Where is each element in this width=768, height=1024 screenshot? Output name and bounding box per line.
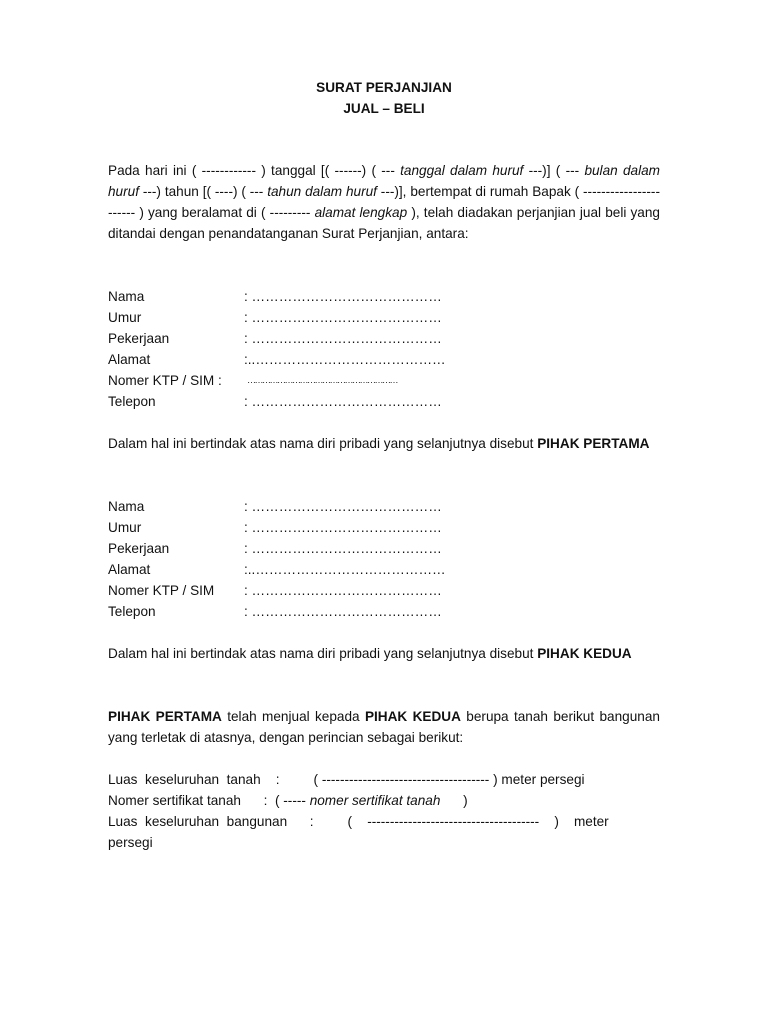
sale-text-1: telah menjual kepada [221,709,365,724]
party1-statement [108,433,660,454]
intro-paragraph [108,160,660,244]
party1-field-row [108,391,660,412]
field-label: Nama [108,499,145,514]
document-title [0,77,768,119]
field-value: : …………………………………… [244,394,442,409]
party2-field-row [108,517,660,538]
party2-statement-bold: PIHAK KEDUA [537,646,632,661]
land-details [108,769,660,853]
sale-statement [108,706,660,748]
intro-text-9: ), telah diadakan perjanjian jual beli yang ditandai dengan penandatanganan Surat Perjanjian, antara: [108,205,660,241]
building-area-unit: persegi [108,835,153,850]
party2-statement-plain: Dalam hal ini bertindak atas nama diri pribadi yang selanjutnya disebut [108,646,538,661]
field-label: Umur [108,310,142,325]
field-value: :..…………………………………… [244,562,446,577]
sale-text-2: berupa tanah berikut bangunan yang terletak di atasnya, dengan perincian sebagai berikut: [108,709,660,745]
sale-statement-text [108,706,660,748]
party1-field-row [108,328,660,349]
party1-field-row [108,370,660,391]
field-label: Nomer KTP / SIM : [108,373,222,388]
intro-paragraph-block [108,160,660,244]
field-value: : …………………………………… [244,583,442,598]
field-value: :..…………………………………… [244,352,446,367]
sale-party2-bold: PIHAK KEDUA [364,709,461,724]
intro-italic-month: bulan dalam huruf [108,163,661,199]
field-label: Pekerjaan [108,541,170,556]
party2-statement [108,643,660,664]
party1-statement-bold: PIHAK PERTAMA [537,436,650,451]
intro-text-5: ---) tahun [( ----) ( --- [138,184,268,199]
party2-fields [108,496,660,622]
intro-italic-address: alamat lengkap [314,205,408,220]
party1-field-row [108,349,660,370]
field-label: Pekerjaan [108,331,170,346]
title-line-2: JUAL – BELI [343,101,425,116]
party2-field-row [108,559,660,580]
title-line-1: SURAT PERJANJIAN [316,80,452,95]
certificate-post: ) [440,793,468,808]
party2-field-row [108,538,660,559]
intro-text-1: Pada hari ini ( ------------ ) tanggal [( ------) ( --- [108,163,401,178]
party1-field-row [108,307,660,328]
field-label: Telepon [108,604,156,619]
party1-statement-text [108,433,660,454]
party1-statement-plain: Dalam hal ini bertindak atas nama diri pribadi yang selanjutnya disebut [108,436,538,451]
party1-field-row [108,286,660,307]
building-area-row: Luas keseluruhan bangunan : ( -------------------------------------- ) meter [108,814,609,829]
field-label: Alamat [108,352,151,367]
intro-italic-year: tahun dalam huruf [267,184,377,199]
field-value: : …………………………………… [244,520,442,535]
field-label: Umur [108,520,142,535]
party2-field-row [108,496,660,517]
certificate-row [108,790,660,811]
field-label: Nama [108,289,145,304]
field-value: : …………………………………… [244,310,442,325]
party1-fields [108,286,660,412]
field-label: Alamat [108,562,151,577]
field-label: Telepon [108,394,156,409]
party2-field-row [108,580,660,601]
sale-party1-bold: PIHAK PERTAMA [108,709,222,724]
land-area-row: Luas keseluruhan tanah : ( ------------------------------------- ) meter persegi [108,772,585,787]
field-value: : …………………………………… [244,604,442,619]
intro-text-3: ---)] ( --- [523,163,585,178]
field-value: : …………………………………… [244,541,442,556]
party2-field-row [108,601,660,622]
party2-statement-text [108,643,660,664]
intro-text-7: ---)], bertempat di rumah Bapak ( ----------------------- ) yang beralamat di ( --------- [108,184,660,220]
field-value: : …………………………………… [244,499,442,514]
certificate-italic: nomer sertifikat tanah [309,793,441,808]
field-value: : …………………………………… [244,289,442,304]
field-value: …………………………………………………… [247,375,397,385]
intro-italic-date: tanggal dalam huruf [400,163,524,178]
field-value: : …………………………………… [244,331,442,346]
certificate-pre: Nomer sertifikat tanah : ( ----- [108,793,310,808]
field-label: Nomer KTP / SIM [108,583,215,598]
